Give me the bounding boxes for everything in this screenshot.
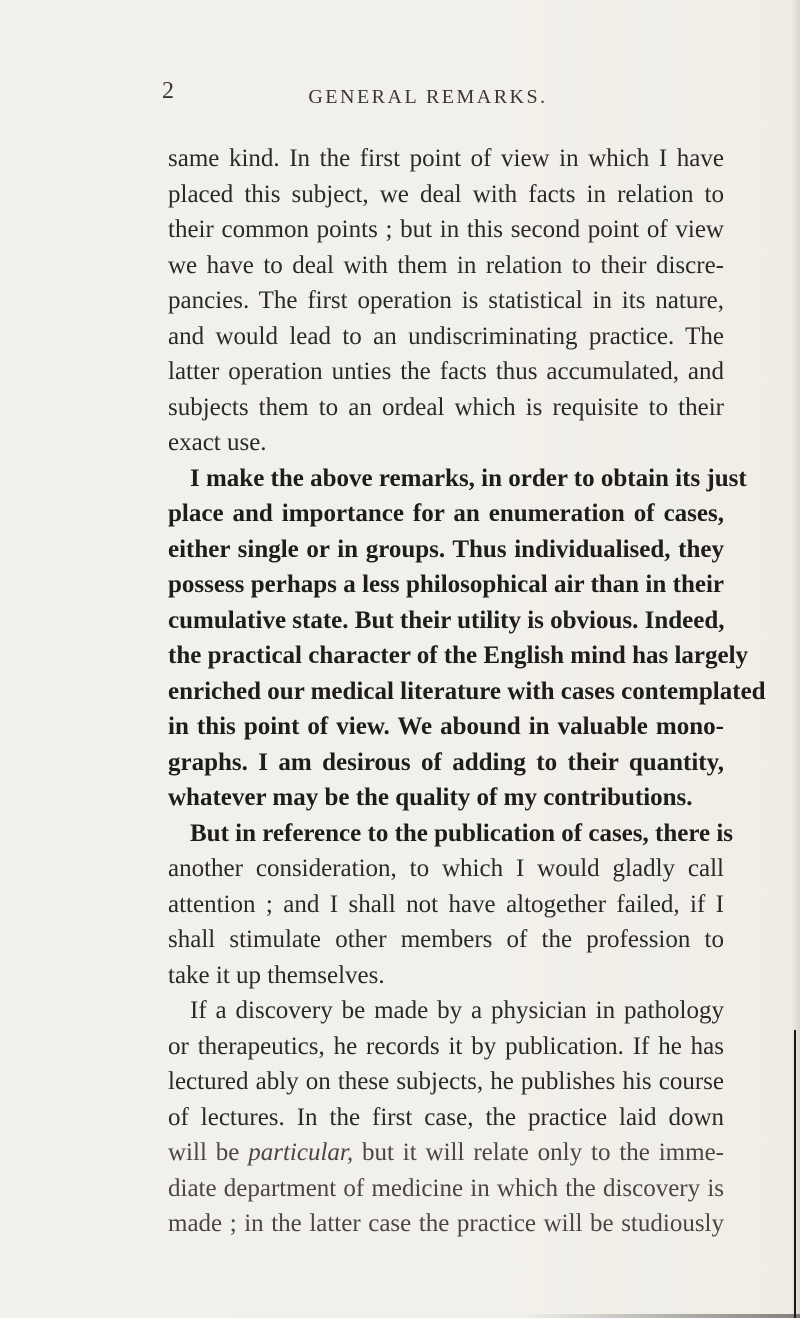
text-line-with-italic bbox=[168, 1135, 724, 1171]
text-line: latter operation unties the facts thus accumulated, and bbox=[168, 358, 724, 385]
text-line: their common points ; but in this second point of view bbox=[168, 216, 724, 243]
text-line: shall stimulate other members of the profession to bbox=[168, 926, 724, 953]
page-edge-line bbox=[794, 1030, 796, 1318]
text-line: in this point of view. We abound in valuable mono- bbox=[168, 713, 724, 740]
text-line: I make the above remarks, in order to obtain its just bbox=[190, 464, 747, 492]
text-line: graphs. I am desirous of adding to their quantity, bbox=[168, 748, 724, 776]
text-line: placed this subject, we deal with facts in relation to bbox=[168, 180, 724, 208]
text-line: cumulative state. But their utility is obvious. Indeed, bbox=[168, 606, 725, 634]
text-line: same kind. In the first point of view in which I have bbox=[168, 145, 724, 172]
running-head: GENERAL REMARKS. bbox=[308, 86, 548, 108]
text-segment: but it will relate only to the imme- bbox=[353, 1139, 724, 1166]
text-line: place and importance for an enumeration of cases, bbox=[168, 500, 724, 527]
text-line: diate department of medicine in which the discovery is bbox=[168, 1174, 724, 1202]
text-line: But in reference to the publication of cases, there is bbox=[190, 819, 733, 847]
text-line: either single or in groups. Thus individualised, they bbox=[168, 535, 724, 563]
text-line: exact use. bbox=[168, 429, 267, 456]
text-line: and would lead to an undiscriminating practice. The bbox=[168, 322, 724, 350]
text-line: of lectures. In the first case, the practice laid down bbox=[168, 1103, 724, 1131]
text-line: If a discovery be made by a physician in pathology bbox=[190, 997, 724, 1024]
body-text bbox=[168, 141, 766, 1242]
text-line: lectured ably on these subjects, he publishes his course bbox=[168, 1068, 724, 1095]
italic-word: particular, bbox=[248, 1139, 354, 1166]
text-line: made ; in the latter case the practice will be studiously bbox=[168, 1210, 724, 1237]
text-line: we have to deal with them in relation to their discre- bbox=[168, 251, 724, 279]
text-line: pancies. The first operation is statistical in its nature, bbox=[168, 287, 724, 314]
text-line: enriched our medical literature with cases contemplated bbox=[168, 677, 766, 705]
text-line: whatever may be the quality of my contributions. bbox=[168, 784, 693, 811]
text-line: or therapeutics, he records it by publication. If he has bbox=[168, 1032, 724, 1060]
text-line: subjects them to an ordeal which is requisite to their bbox=[168, 393, 724, 421]
text-segment: will be bbox=[168, 1139, 249, 1166]
text-line: the practical character of the English mind has largely bbox=[168, 642, 749, 669]
page-bottom-shadow bbox=[520, 1314, 800, 1318]
text-line: another consideration, to which I would gladly call bbox=[168, 855, 724, 882]
text-line: possess perhaps a less philosophical air than in their bbox=[168, 571, 724, 598]
text-line: attention ; and I shall not have altogether failed, if I bbox=[168, 890, 724, 918]
page-number: 2 bbox=[162, 78, 174, 104]
text-line: take it up themselves. bbox=[168, 961, 385, 989]
